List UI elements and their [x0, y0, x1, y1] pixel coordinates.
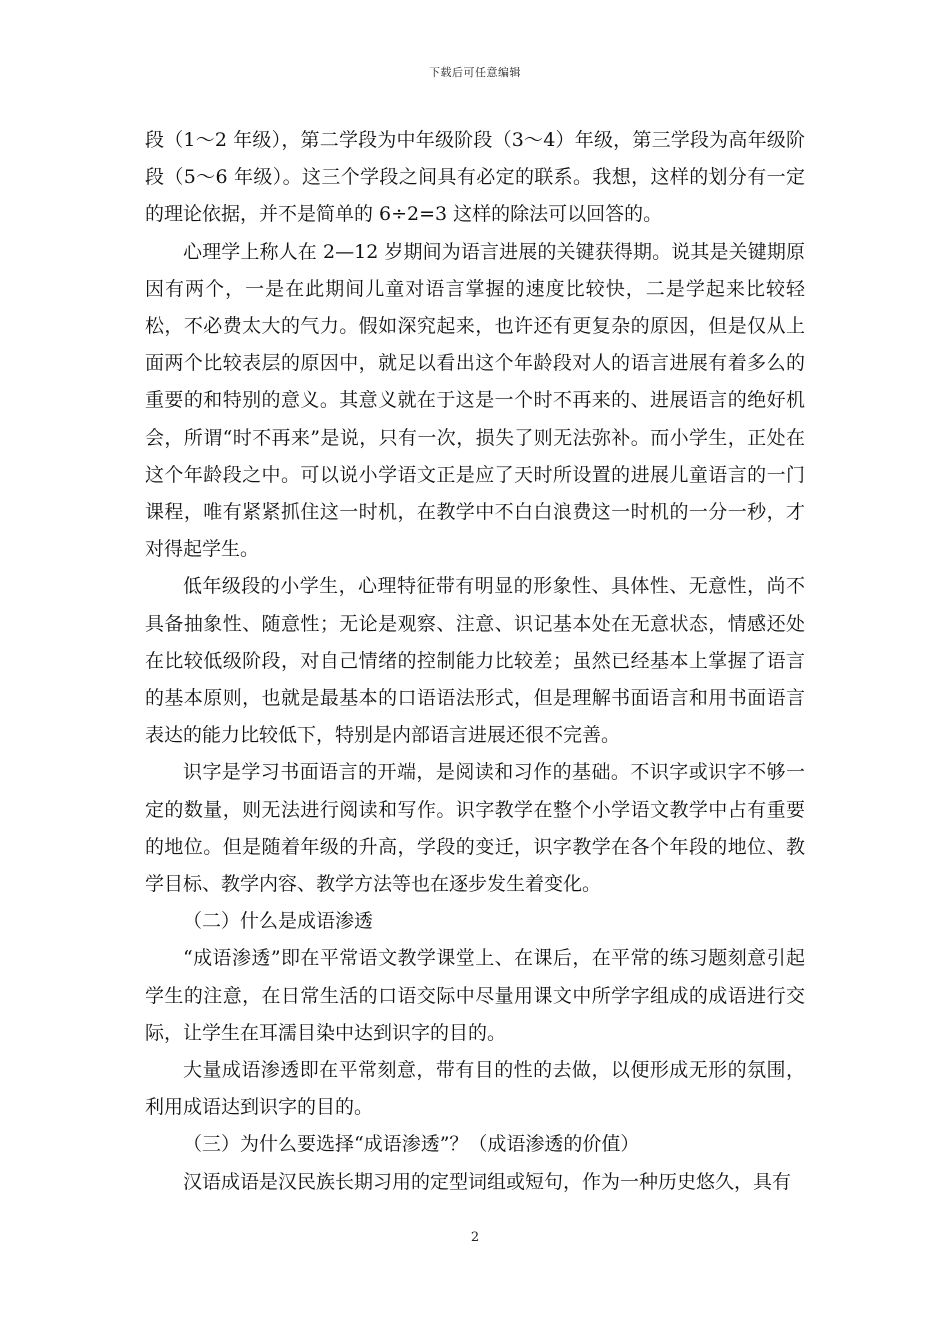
- page-number: 2: [470, 1230, 480, 1245]
- paragraph-idiom-definition: “成语渗透”即在平常语文教学课堂上、在课后，在平常的练习题刻意引起学生的注意，在日常生活的口语交际中尽量用课文中所学字组成的成语进行交际，让学生在耳濡目染中达到识字的目的。: [145, 947, 805, 1044]
- paragraph-idiom-mass: 大量成语渗透即在平常刻意，带有目的性的去做，以便形成无形的氛围，利用成语达到识字的目的。: [145, 1059, 805, 1119]
- page-header: 下载后可任意编辑: [429, 66, 521, 79]
- paragraph-literacy: 识字是学习书面语言的开端，是阅读和习作的基础。不识字或识字不够一定的数量，则无法进行阅读和写作。识字教学在整个小学语文教学中占有重要的地位。但是随着年级的升高，学段的变迁，识字教学在各个年段的地位、教学目标、教学内容、教学方法等也在逐步发生着变化。: [145, 761, 805, 896]
- paragraph-continued: 段（1～2 年级），第二学段为中年级阶段（3～4）年级，第三学段为高年级阶段（5～6 年级）。这三个学段之间具有必定的联系。我想，这样的划分有一定的理论依据，并不是简单的 6÷2=3 这样的除法可以回答的。: [145, 129, 805, 226]
- document-body: [145, 122, 805, 1201]
- paragraph-low-grade-students: 低年级段的小学生，心理特征带有明显的形象性、具体性、无意性，尚不具备抽象性、随意性；无论是观察、注意、识记基本处在无意状态，情感还处在比较低级阶段，对自己情绪的控制能力比较差；虽然已经基本上掌握了语言的基本原则，也就是最基本的口语语法形式，但是理解书面语言和用书面语言表达的能力比较低下，特别是内部语言进展还很不完善。: [145, 575, 805, 747]
- paragraph-idiom-history: 汉语成语是汉民族长期习用的定型词组或短句，作为一种历史悠久，具有: [183, 1170, 792, 1193]
- paragraph-critical-period: 心理学上称人在 2—12 岁期间为语言进展的关键获得期。说其是关键期原因有两个，一是在此期间儿童对语言掌握的速度比较快，二是学起来比较轻松，不必费太大的气力。假如深究起来，也许还有更复杂的原因，但是仅从上面两个比较表层的原因中，就足以看出这个年龄段对人的语言进展有着多么的重要的和特别的意义。其意义就在于这是一个时不再来的、进展语言的绝好机会，所谓“时不再来”是说，只有一次，损失了则无法弥补。而小学生，正处在这个年龄段之中。可以说小学语文正是应了天时所设置的进展儿童语言的一门课程，唯有紧紧抓住这一时机，在教学中不白白浪费这一时机的一分一秒，才对得起学生。: [145, 240, 805, 561]
- section-heading-3: （三）为什么要选择“成语渗透”？（成语渗透的价值）: [183, 1133, 640, 1156]
- section-heading-2: （二）什么是成语渗透: [183, 910, 374, 933]
